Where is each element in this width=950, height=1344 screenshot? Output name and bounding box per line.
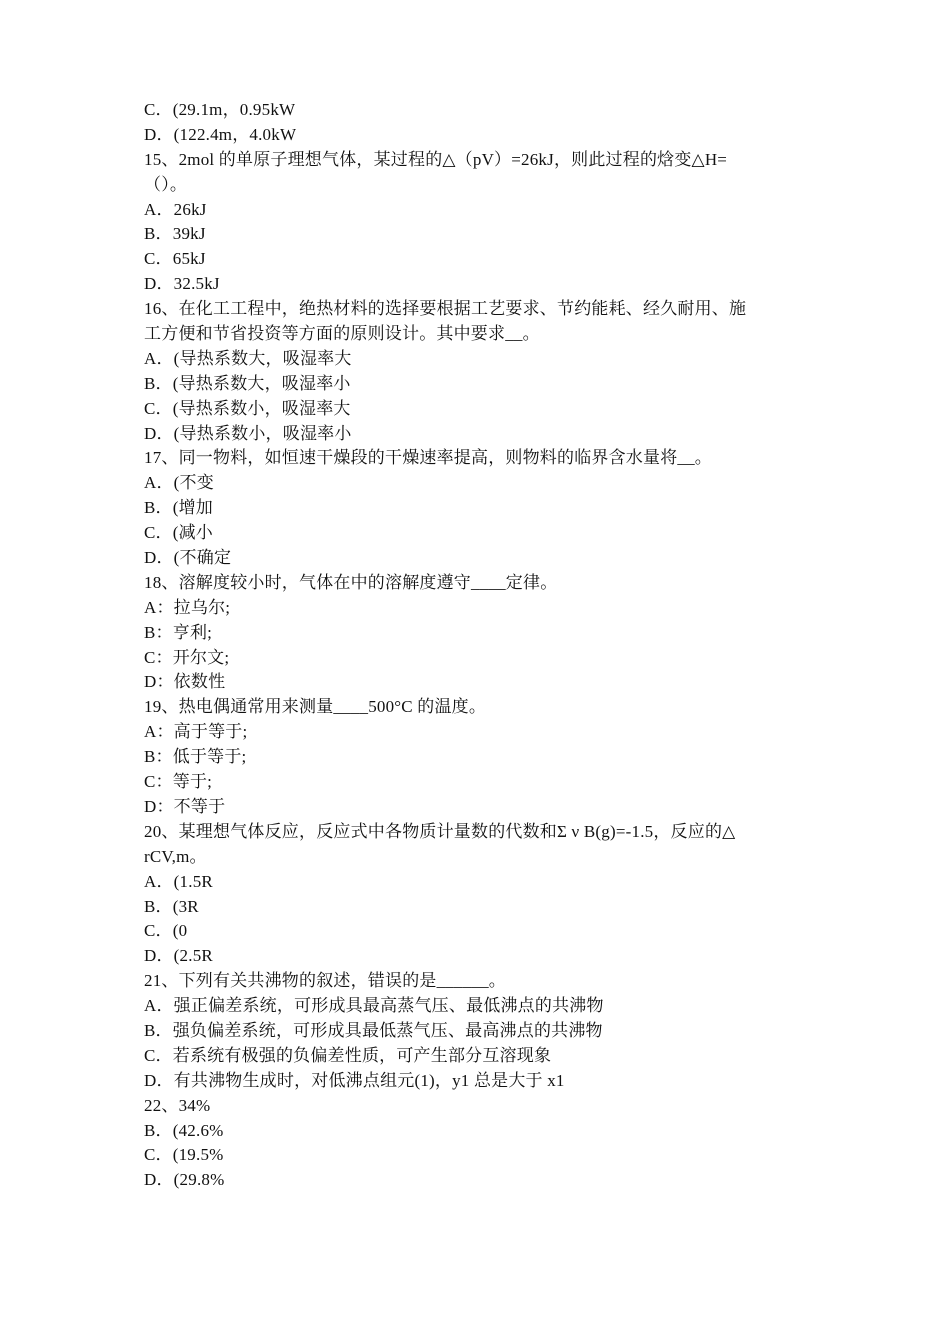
option-line: B．强负偏差系统，可形成具最低蒸气压、最高沸点的共沸物: [144, 1020, 603, 1040]
question-18: 18、溶解度较小时，气体在中的溶解度遵守____定律。: [144, 572, 558, 592]
option-line: C：等于;: [144, 772, 213, 792]
option-line: C．(0: [144, 921, 188, 941]
option-line: B：亨利;: [144, 622, 213, 642]
option-line: C．(导热系数小，吸湿率大: [144, 398, 351, 418]
option-line: D：不等于: [144, 796, 226, 816]
question-20: 20、某理想气体反应，反应式中各物质计量数的代数和Σ ν B(g)=-1.5，反应的△: [144, 821, 736, 841]
option-line: C：开尔文;: [144, 647, 230, 667]
option-line: D．(29.8%: [144, 1170, 225, 1190]
question-20-continued: rCV,m。: [144, 846, 207, 866]
option-line: B．39kJ: [144, 224, 206, 244]
question-17: 17、同一物料，如恒速干燥段的干燥速率提高，则物料的临界含水量将__。: [144, 448, 712, 468]
option-line: B．(导热系数大，吸湿率小: [144, 373, 351, 393]
option-line: D．有共沸物生成时，对低沸点组元(1)，y1 总是大于 x1: [144, 1070, 565, 1090]
document-body: [144, 98, 820, 1193]
option-line: A．(不变: [144, 473, 214, 493]
option-line: A．(导热系数大，吸湿率大: [144, 348, 352, 368]
question-16-continued: 工方便和节省投资等方面的原则设计。其中要求__。: [144, 324, 540, 344]
option-line: C．(减小: [144, 523, 213, 543]
option-line: D．(2.5R: [144, 946, 213, 966]
option-line: C．(19.5%: [144, 1145, 224, 1165]
option-line: D．(122.4m，4.0kW: [144, 124, 297, 144]
option-line: A：高于等于;: [144, 722, 248, 742]
option-line: A．强正偏差系统，可形成具最高蒸气压、最低沸点的共沸物: [144, 996, 604, 1016]
question-22: 22、34%: [144, 1095, 211, 1115]
option-line: D．(导热系数小，吸湿率小: [144, 423, 352, 443]
option-line: B．(3R: [144, 896, 199, 916]
option-line: B．(42.6%: [144, 1120, 224, 1140]
option-line: D：依数性: [144, 672, 226, 692]
question-21: 21、下列有关共沸物的叙述，错误的是______。: [144, 971, 506, 991]
option-line: A：拉乌尔;: [144, 597, 231, 617]
option-line: A．26kJ: [144, 199, 207, 219]
question-19: 19、热电偶通常用来测量____500°C 的温度。: [144, 697, 487, 717]
option-line: A．(1.5R: [144, 871, 213, 891]
option-line: B．(增加: [144, 498, 213, 518]
option-line: C．若系统有极强的负偏差性质，可产生部分互溶现象: [144, 1045, 552, 1065]
option-line: D．32.5kJ: [144, 274, 220, 294]
option-line: C．65kJ: [144, 249, 206, 269]
option-line: B：低于等于;: [144, 747, 247, 767]
option-line: D．(不确定: [144, 548, 232, 568]
option-line: C．(29.1m，0.95kW: [144, 100, 296, 119]
question-15-continued: （）。: [144, 174, 188, 194]
question-16: 16、在化工工程中，绝热材料的选择要根据工艺要求、节约能耗、经久耐用、施: [144, 299, 747, 319]
question-15: 15、2mol 的单原子理想气体，某过程的△（pV）=26kJ，则此过程的焓变△H=: [144, 149, 728, 169]
